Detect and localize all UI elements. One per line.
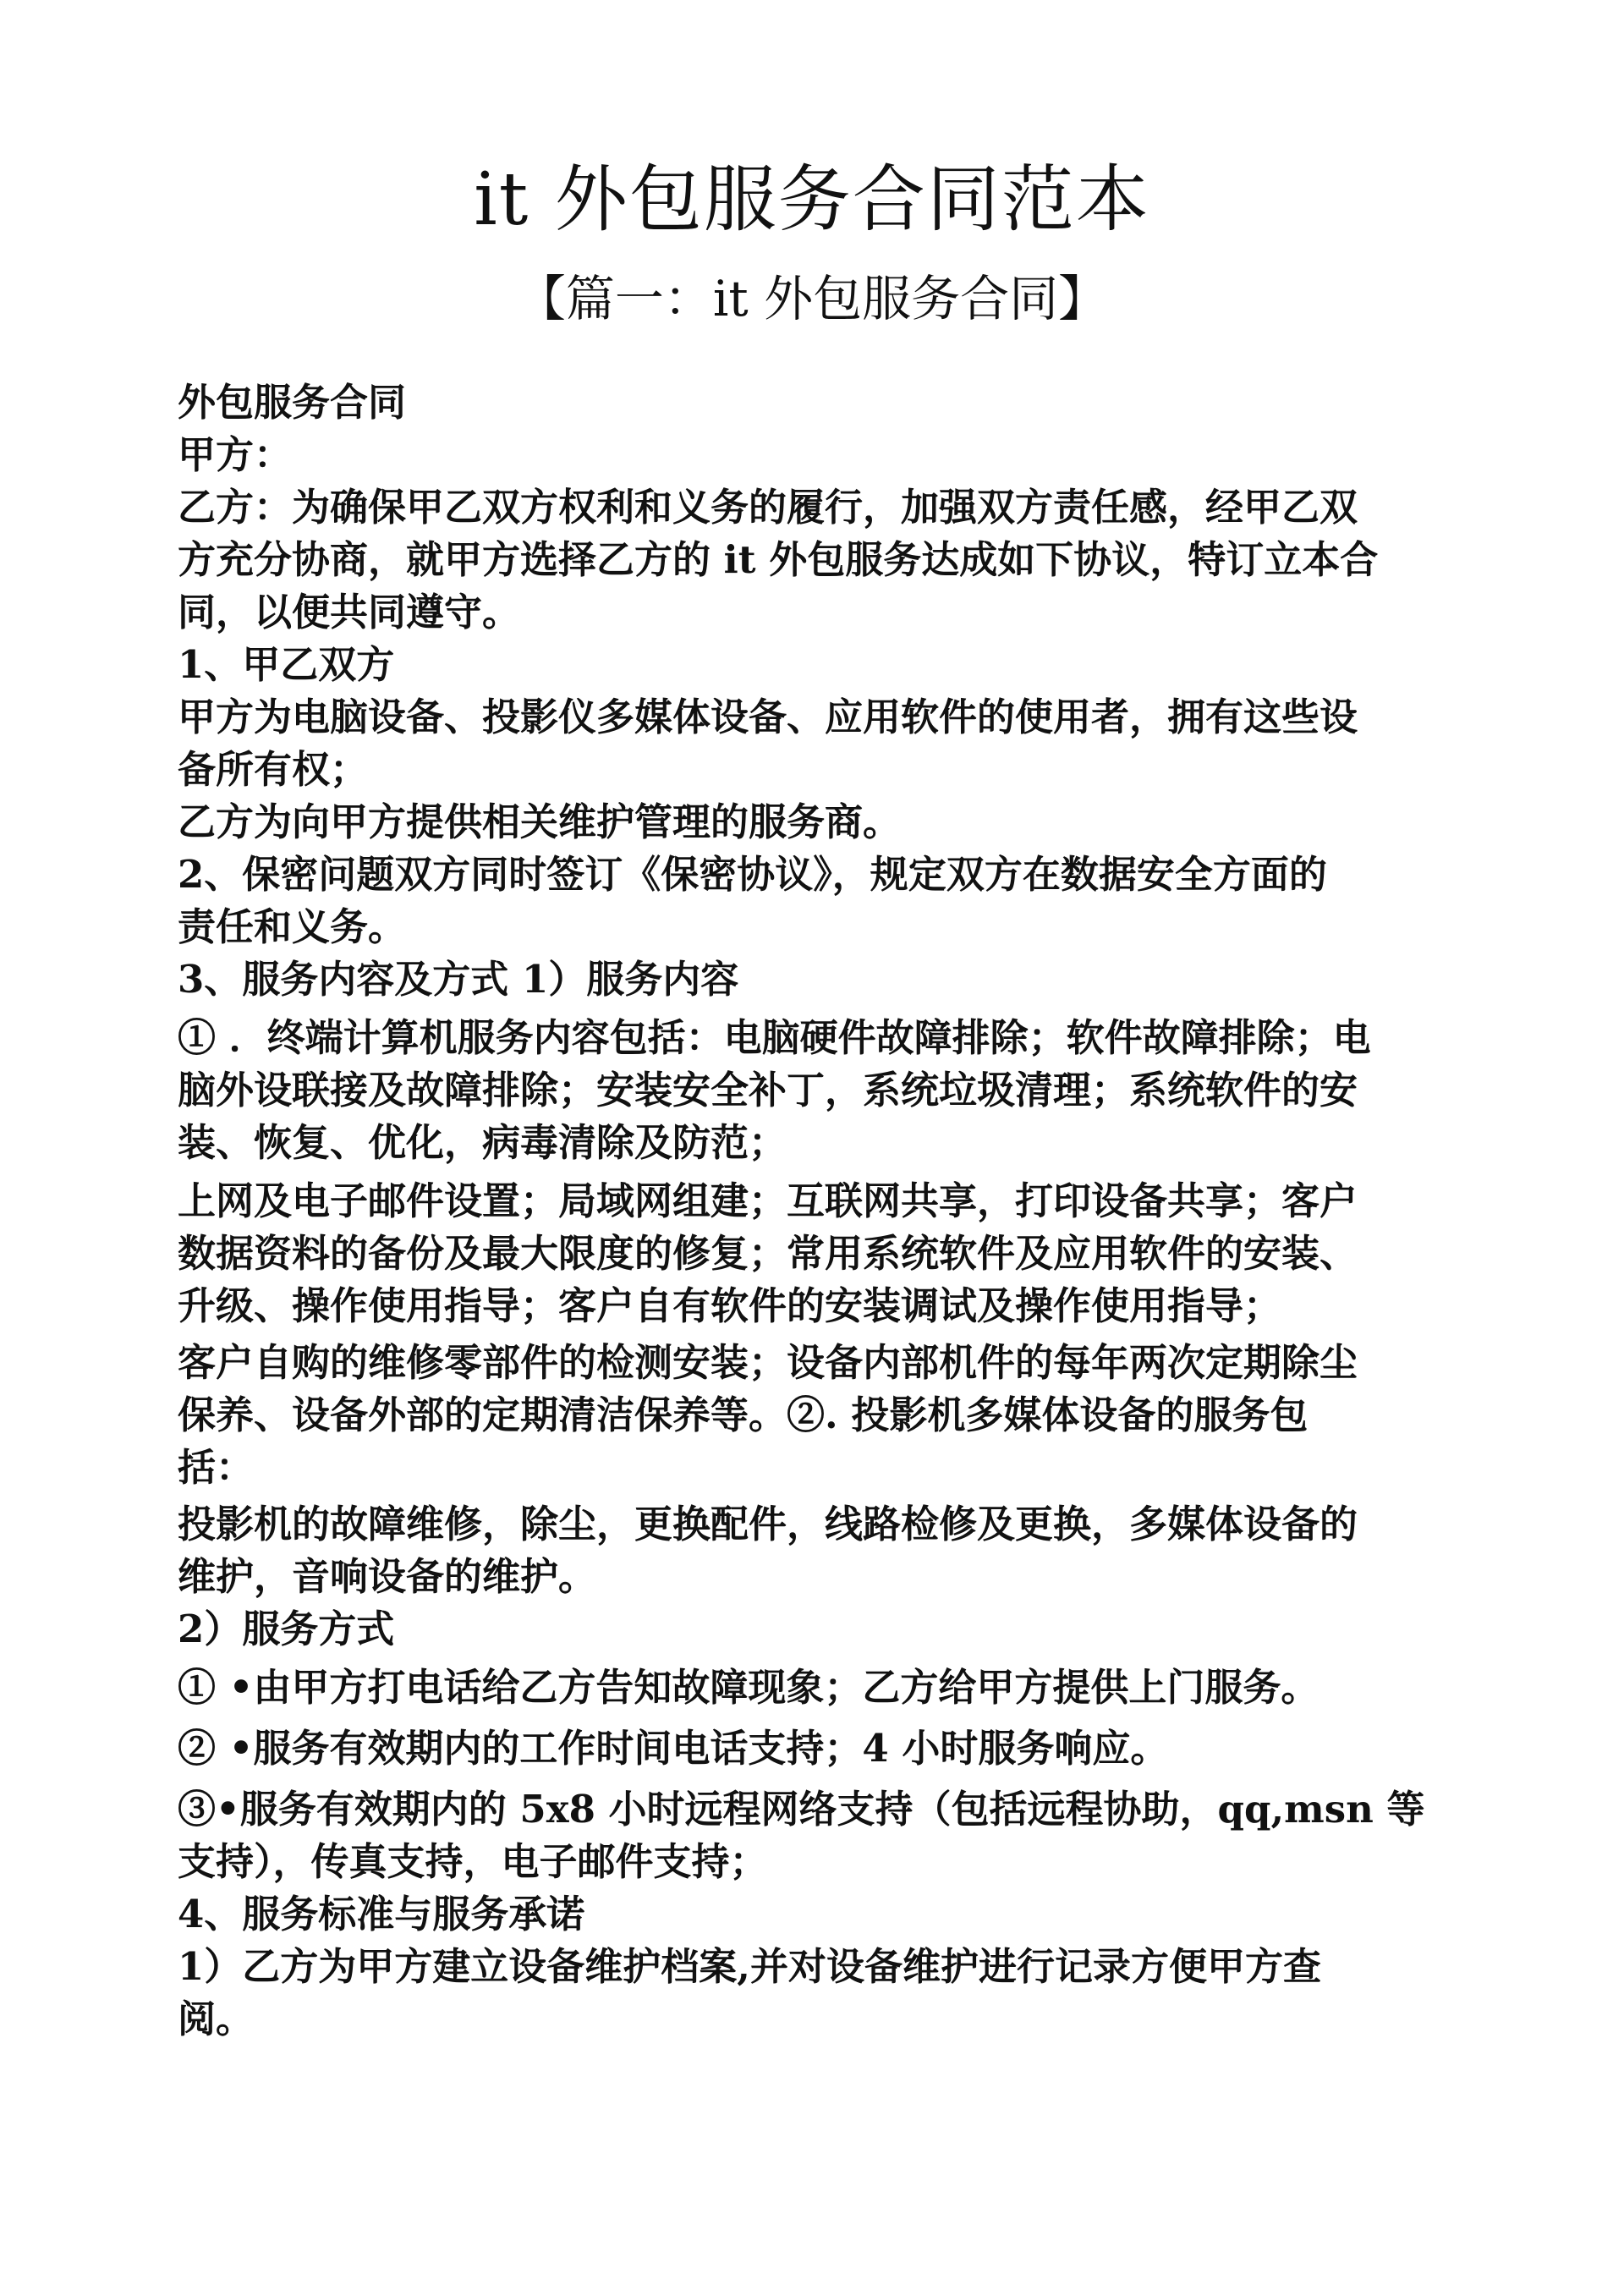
clause-heading: 2）服务方式 xyxy=(178,1607,395,1651)
paragraph-line: 乙方：为确保甲乙双方权利和义务的履行，加强双方责任感，经甲乙双 xyxy=(178,485,1358,530)
document-subtitle: 【篇一：it 外包服务合同】 xyxy=(516,270,1108,327)
paragraph-line: 方充分协商，就甲方选择乙方的 it 外包服务达成如下协议，特订立本合 xyxy=(178,537,1379,582)
paragraph-line: 阅。 xyxy=(178,1997,255,2041)
document-body xyxy=(178,376,1463,2046)
paragraph-line: 责任和义务。 xyxy=(178,904,407,949)
paragraph-line: 维护，音响设备的维护。 xyxy=(178,1554,597,1599)
section-heading-contract: 外包服务合同 xyxy=(178,380,407,425)
paragraph-line: 1）乙方为甲方建立设备维护档案,并对设备维护进行记录方便甲方查 xyxy=(178,1944,1321,1989)
paragraph-line: 同，以便共同遵守。 xyxy=(178,590,521,634)
clause-heading: 3、服务内容及方式 1）服务内容 xyxy=(178,957,739,1002)
paragraph-line: 客户自购的维修零部件的检测安装；设备内部机件的每年两次定期除尘 xyxy=(178,1340,1358,1385)
paragraph-line: 脑外设联接及故障排除；安装安全补丁，系统垃圾清理；系统软件的安 xyxy=(178,1068,1358,1112)
paragraph-line: 保养、设备外部的定期清洁保养等。②. 投影机多媒体设备的服务包 xyxy=(178,1392,1309,1437)
list-item: ③•服务有效期内的 5x8 小时远程网络支持（包括远程协助，qq,msn 等 xyxy=(178,1787,1425,1832)
party-a-line: 甲方： xyxy=(178,432,293,477)
paragraph-line: 数据资料的备份及最大限度的修复；常用系统软件及应用软件的安装、 xyxy=(178,1231,1358,1276)
document-title: it 外包服务合同范本 xyxy=(474,157,1150,242)
paragraph-line: ① ．终端计算机服务内容包括：电脑硬件故障排除；软件故障排除；电 xyxy=(178,1015,1371,1060)
paragraph-line: 乙方为向甲方提供相关维护管理的服务商。 xyxy=(178,799,902,844)
list-item: ① •由甲方打电话给乙方告知故障现象；乙方给甲方提供上门服务。 xyxy=(178,1665,1320,1710)
list-item: ② •服务有效期内的工作时间电话支持；4 小时服务响应。 xyxy=(178,1726,1169,1771)
clause-heading: 2、保密问题双方同时签订《保密协议》，规定双方在数据安全方面的 xyxy=(178,852,1327,897)
paragraph-line: 升级、操作使用指导；客户自有软件的安装调试及操作使用指导； xyxy=(178,1283,1282,1328)
paragraph-line: 备所有权； xyxy=(178,747,369,792)
paragraph-line: 括： xyxy=(178,1445,255,1490)
clause-heading: 1、甲乙双方 xyxy=(178,642,395,687)
paragraph-line: 支持），传真支持，电子邮件支持； xyxy=(178,1839,768,1884)
clause-heading: 4、服务标准与服务承诺 xyxy=(178,1892,585,1936)
paragraph-line: 上网及电子邮件设置；局域网组建；互联网共享，打印设备共享；客户 xyxy=(178,1178,1358,1223)
paragraph-line: 装、恢复、优化，病毒清除及防范； xyxy=(178,1120,787,1165)
paragraph-line: 投影机的故障维修，除尘，更换配件，线路检修及更换，多媒体设备的 xyxy=(178,1502,1358,1546)
paragraph-line: 甲方为电脑设备、投影仪多媒体设备、应用软件的使用者，拥有这些设 xyxy=(178,695,1358,739)
